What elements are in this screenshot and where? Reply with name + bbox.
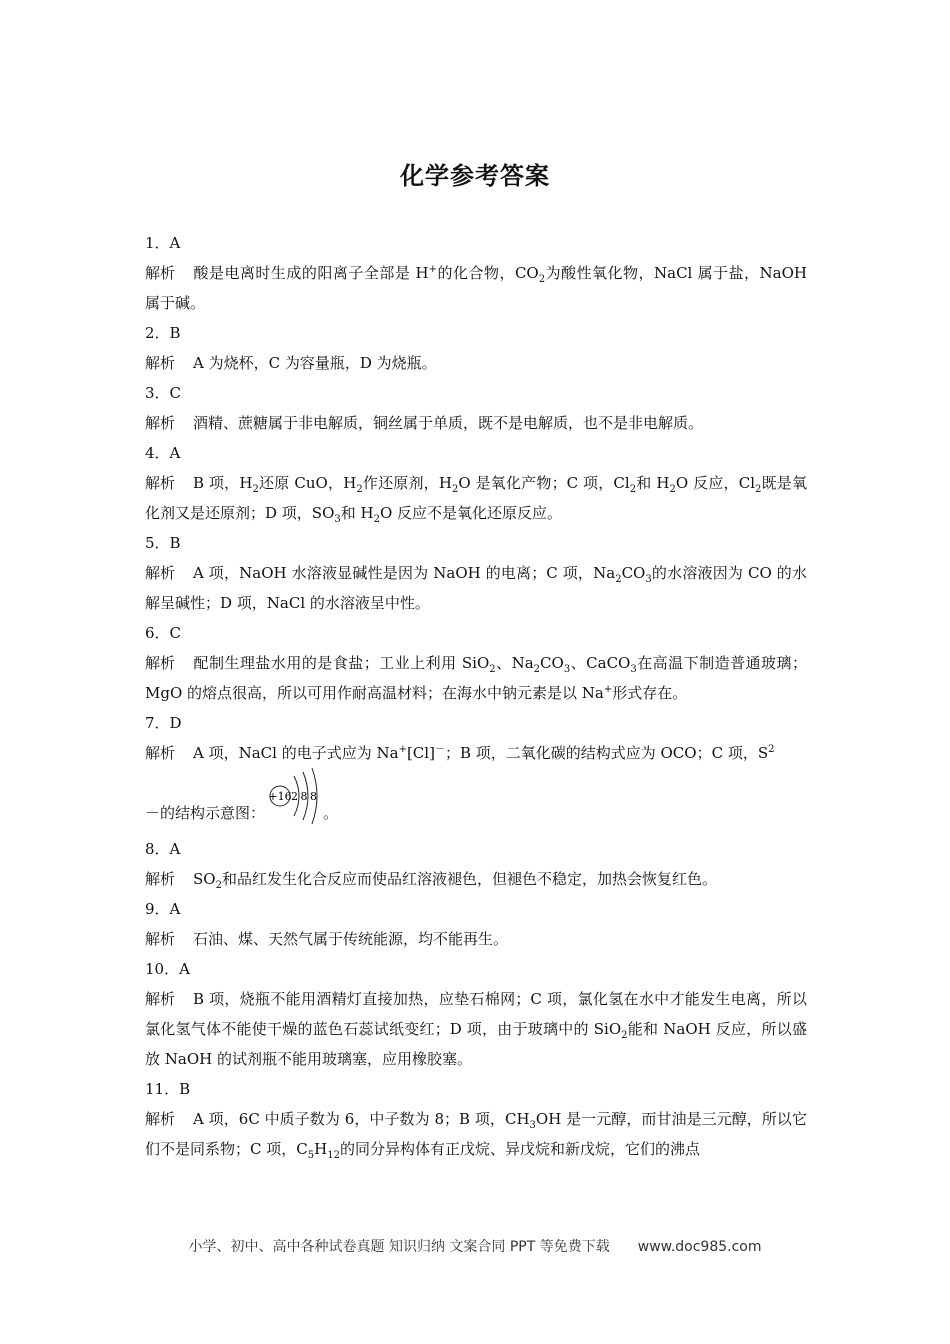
answer-explanation: 解析 B 项，烧瓶不能用酒精灯直接加热，应垫石棉网；C 项，氯化氢在水中才能发生电离，所以氯化氢气体不能使干燥的蓝色石蕊试纸变红；D 项，由于玻璃中的 SiO$_2$能和 NaOH 反应，所以盛放 NaOH 的试剂瓶不能用玻璃塞，应用橡胶塞。 [145, 984, 807, 1074]
explanation-label: 解析 [145, 354, 176, 372]
answer-explanation: 解析 A 为烧杯，C 为容量瓶，D 为烧瓶。 [145, 348, 807, 378]
answer-number: 8．A [145, 840, 181, 858]
footer-text: 小学、初中、高中各种试卷真题 知识归纳 文案合同 PPT 等免费下载 [188, 1239, 610, 1255]
explanation-label: 解析 [145, 990, 176, 1008]
answer-explanation: 解析 A 项，NaOH 水溶液显碱性是因为 NaOH 的电离；C 项，$Na_2CO_3$的水溶液因为 CO 的水解呈碱性；D 项，NaCl 的水溶液呈中性。 [145, 558, 807, 618]
answer-number: 1．A [145, 234, 181, 252]
answer-explanation: 解析 $SO_2$和品红发生化合反应而使品红溶液褪色，但褪色不稳定，加热会恢复红色。 [145, 864, 807, 894]
page-footer [0, 1236, 950, 1256]
explanation-label: 解析 [145, 654, 176, 672]
explanation-label: 解析 [145, 564, 176, 582]
answer-explanation: 解析 石油、煤、天然气属于传统能源，均不能再生。 [145, 924, 807, 954]
answer-number: 9．A [145, 900, 181, 918]
answer-number: 2．B [145, 324, 181, 342]
answer-explanation [145, 738, 807, 834]
answer-number: 3．C [145, 384, 182, 402]
explanation-label: 解析 [145, 474, 176, 492]
explanation-label: 解析 [145, 414, 176, 432]
explanation-label: 解析 [145, 264, 176, 282]
answer-number: 4．A [145, 444, 181, 462]
explanation-label: 解析 [145, 744, 176, 762]
answer-explanation: 解析 酒精、蔗糖属于非电解质，铜丝属于单质，既不是电解质，也不是非电解质。 [145, 408, 807, 438]
nucleus-charge: +16 [268, 790, 292, 803]
answer-number: 10．A [145, 960, 190, 978]
answer-explanation: 解析 配制生理盐水用的是食盐；工业上利用 SiO$_2$、$Na_2CO_3$、CaCO$_3$在高温下制造普通玻璃；MgO 的熔点很高，所以可用作耐高温材料；在海水中钠元素是以 Na+形式存在。 [145, 648, 807, 708]
footer-site-link[interactable]: www.doc985.com [637, 1239, 762, 1255]
answer-list [145, 228, 807, 1164]
answer-number: 7．D [145, 714, 182, 732]
answer-number: 6．C [145, 624, 182, 642]
explanation-label: 解析 [145, 930, 176, 948]
sulfide-ion-structure-diagram [268, 764, 332, 830]
explanation-label: 解析 [145, 870, 176, 888]
answer-explanation: 解析 B 项，$H_2$还原 CuO，$H_2$作还原剂，$H_2O$ 是氧化产物；C 项，$Cl_2$和 $H_2O$ 反应，$Cl_2$既是氧化剂又是还原剂；D 项，$SO_3$和 $H_2O$ 反应不是氧化还原反应。 [145, 468, 807, 528]
explanation-label: 解析 [145, 1110, 176, 1128]
answer-number: 11．B [145, 1080, 191, 1098]
electron-counts: 2 8 8 [291, 790, 317, 803]
answer-explanation: 解析 酸是电离时生成的阳离子全部是 H+的化合物，$CO_2$为酸性氧化物，NaCl 属于盐，NaOH 属于碱。 [145, 258, 807, 318]
page-title: 化学参考答案 [400, 162, 550, 190]
answer-explanation: 解析 A 项，6C 中质子数为 6，中子数为 8；B 项，$CH_3OH$ 是一元醇，而甘油是三元醇，所以它们不是同系物；C 项，$C_5H_{12}$的同分异构体有正戊烷、异戊烷和新戊烷，它们的沸点 [145, 1104, 807, 1164]
explanation-line: －的结构示意图： 。 [145, 804, 339, 822]
answer-number: 5．B [145, 534, 181, 552]
explanation-line: 解析 A 项，NaCl 的电子式应为 Na+[Cl]－；B 项，二氧化碳的结构式应为 OCO；C 项，$S^2$ [145, 738, 807, 768]
